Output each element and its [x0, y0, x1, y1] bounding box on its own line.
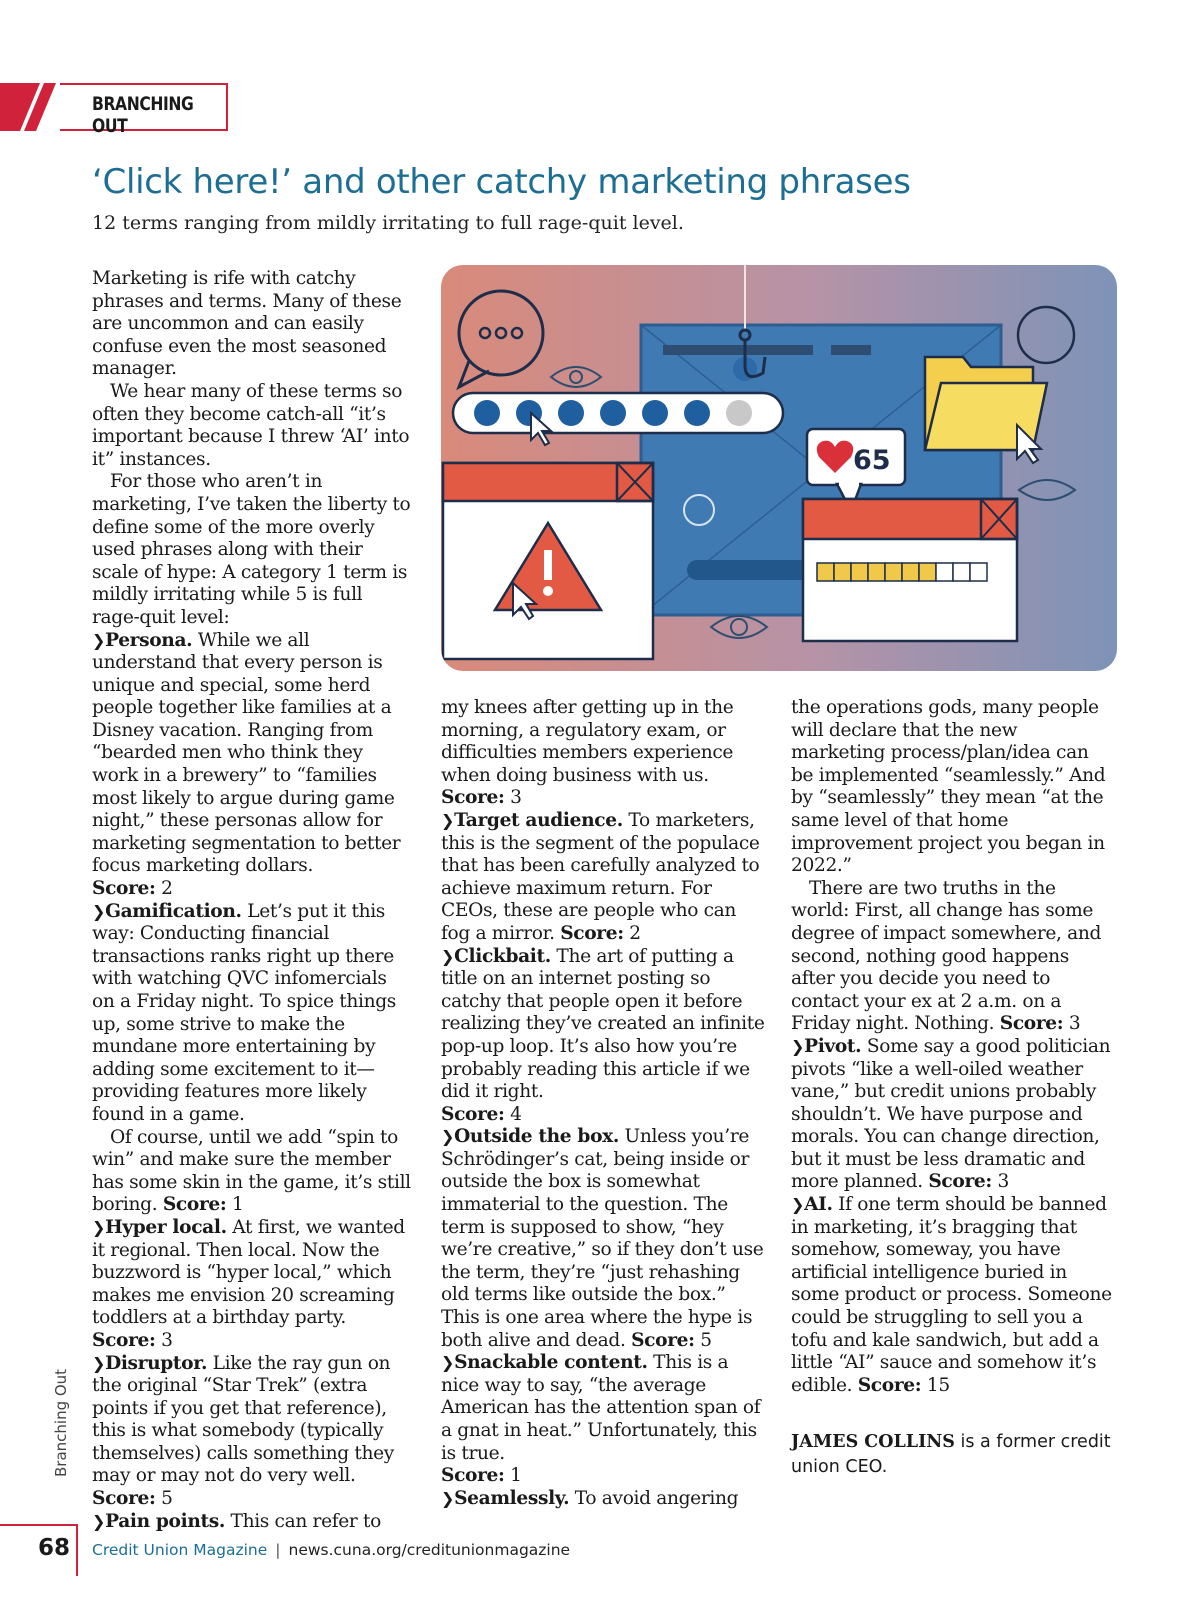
paragraph: There are two truths in the world: First, all change has some degree of impact somewhere, and second, nothing good happens after you decide you need to contact your ex at 2 a.m. on a Friday night. Nothing. Score: 3	[791, 877, 1102, 1035]
term-target-audience: ❯Target audience. To marketers, this is the segment of the populace that has been carefully analyzed to achieve maximum return. For CEOs, these are people who can fog a mirror. Score: 2	[441, 809, 760, 944]
chevron-right-icon: ❯	[441, 946, 455, 966]
paragraph: Of course, until we add “spin to win” and make sure the member has some skin in the game, it’s still boring. Score: 1	[92, 1126, 411, 1216]
section-label: BRANCHING OUT	[92, 93, 194, 137]
page-number: 68	[38, 1535, 71, 1561]
paragraph: my knees after getting up in the morning, a regulatory exam, or difficulties members experience when doing business with us. Score: 3	[441, 697, 734, 809]
chevron-right-icon: ❯	[441, 810, 455, 830]
paragraph: For those who aren’t in marketing, I’ve taken the liberty to define some of the more overly used phrases along with their scale of hype: A category 1 term is mildly irritating while 5 is full rage-quit level:	[92, 471, 411, 628]
term-ai: ❯AI. If one term should be banned in marketing, it’s bragging that somehow, someway, you have artificial intelligence buried in some product or process. Someone could be struggling to sell you a tofu and kale sandwich, but add a little “AI” sauce and somehow it’s edible. Score: 15	[791, 1194, 1112, 1396]
footer-rule	[0, 1524, 76, 1526]
term-gamification: ❯Gamification. Let’s put it this way: Conducting financial transactions ranks right up there with watching QVC infomercials on a Friday night. To spice things up, some strive to make the mundane more entertaining by adding some excitement to it—providing features more likely found in a game.	[92, 900, 397, 1125]
term-persona: ❯Persona. While we all understand that every person is unique and special, some herd people together like families at a Disney vacation. Ranging from “bearded men who think they work in a brewery” to “families most likely to argue during game night,” these personas allow for marketing segmentation to better focus marketing dollars. Score: 2	[92, 629, 401, 900]
subhead: 12 terms ranging from mildly irritating to full rage-quit level.	[92, 212, 684, 234]
chevron-right-icon: ❯	[441, 1488, 455, 1508]
magazine-url[interactable]: news.cuna.org/creditunionmagazine	[288, 1541, 571, 1559]
chevron-right-icon: ❯	[441, 1353, 455, 1373]
chevron-right-icon: ❯	[791, 1036, 805, 1056]
term-seamlessly: ❯Seamlessly. To avoid angering	[441, 1487, 739, 1509]
magazine-name: Credit Union Magazine	[92, 1541, 268, 1559]
section-stripe	[0, 83, 56, 131]
likes-count: 65	[853, 445, 891, 476]
term-hyper-local: ❯Hyper local. At first, we wanted it regional. Then local. Now the buzzword is “hyper local,” which makes me envision 20 screaming toddlers at a birthday party. Score: 3	[92, 1216, 405, 1351]
author-byline: JAMES COLLINS is a former credit union CEO.	[791, 1432, 1111, 1477]
chevron-right-icon: ❯	[791, 1195, 805, 1215]
term-pain-points: ❯Pain points. This can refer to	[92, 1510, 381, 1532]
chevron-right-icon: ❯	[92, 1353, 106, 1373]
headline: ‘Click here!’ and other catchy marketing phrases	[92, 162, 911, 202]
chevron-right-icon: ❯	[441, 1127, 455, 1147]
term-outside-the-box: ❯Outside the box. Unless you’re Schrödinger’s cat, being inside or outside the box is somewhat immaterial to the question. The term is supposed to show, “hey we’re creative,” so if they don’t use the term, they’re “just rehashing old terms like outside the box.” This is one area where the hype is both alive and dead. Score: 5	[441, 1126, 764, 1351]
footer-divider	[76, 1524, 78, 1576]
author-name: JAMES COLLINS	[791, 1432, 955, 1452]
footer: Credit Union Magazine | news.cuna.org/creditunionmagazine	[92, 1541, 571, 1559]
chevron-right-icon: ❯	[92, 1511, 106, 1531]
illustration	[441, 265, 1117, 671]
term-pivot: ❯Pivot. Some say a good politician pivots “like a well-oiled weather vane,” but credit unions probably shouldn’t. We have purpose and morals. You can change direction, but it must be less dramatic and more planned. Score: 3	[791, 1035, 1111, 1193]
chevron-right-icon: ❯	[92, 901, 106, 921]
side-section-label: Branching Out	[52, 1368, 70, 1477]
chevron-right-icon: ❯	[92, 1217, 106, 1237]
term-disruptor: ❯Disruptor. Like the ray gun on the original “Star Trek” (extra points if you get that reference), this is what somebody (typically themselves) calls something they may or may not do very well. Score: 5	[92, 1352, 394, 1510]
chevron-right-icon: ❯	[92, 630, 106, 650]
paragraph: We hear many of these terms so often they become catch-all “it’s important because I threw ‘AI’ into it” instances.	[92, 380, 410, 470]
term-clickbait: ❯Clickbait. The art of putting a title on an internet posting so catchy that people open it before realizing they’ve created an infinite pop-up loop. It’s also how you’re probably reading this article if we did it right. Score: 4	[441, 945, 765, 1125]
paragraph: the operations gods, many people will declare that the new marketing process/plan/idea can be implemented “seamlessly.” And by “seamlessly” they mean “at the same level of that home improvement project you began in 2022.”	[791, 697, 1106, 877]
term-snackable-content: ❯Snackable content. This is a nice way to say, “the average American has the attention span of a gnat in heat.” Unfortunately, this is true. Score: 1	[441, 1352, 761, 1487]
section-tag	[0, 83, 228, 137]
column-1	[92, 268, 414, 1533]
column-3	[791, 697, 1116, 1397]
intro-paragraph: Marketing is rife with catchy phrases and terms. Many of these are uncommon and can easily confuse even the most seasoned manager.	[92, 268, 402, 380]
column-2	[441, 697, 765, 1510]
